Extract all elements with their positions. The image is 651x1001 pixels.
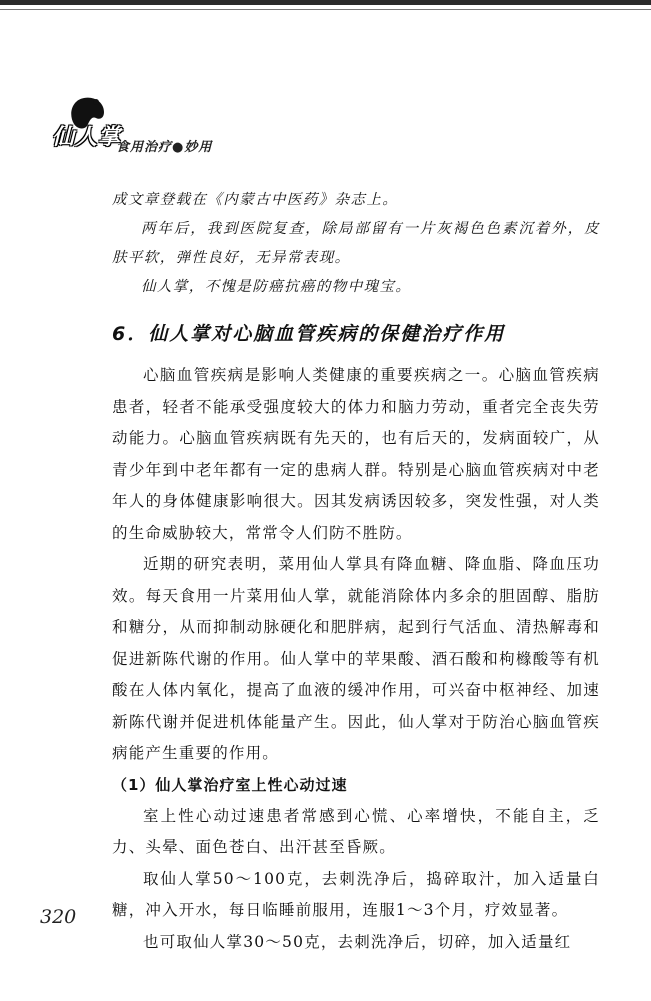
- book-title: 仙人掌: [52, 124, 122, 150]
- paragraph: 近期的研究表明，菜用仙人掌具有降血糖、降血脂、降血压功效。每天食用一片菜用仙人掌，就能消除体内多余的胆固醇、脂肪和糖分，从而抑制动脉硬化和肥胖病，起到行气活血、清热解毒和促进新陈代谢的作用。仙人掌中的苹果酸、酒石酸和枸橼酸等有机酸在人体内氧化，提高了血液的缓冲作用，可兴奋中枢神经、加速新陈代谢并促进机体能量产生。因此，仙人掌对于防治心脑血管疾病能产生重要的作用。: [112, 555, 600, 762]
- paragraph: 室上性心动过速患者常感到心慌、心率增快，不能自主，乏力、头晕、面色苍白、出汗甚至昏厥。: [112, 806, 600, 856]
- book-subtitle: 食用治疗●妙用: [116, 140, 213, 155]
- header-logo: [48, 92, 238, 172]
- top-border-thick: [0, 0, 651, 5]
- section-heading: 6．仙人掌对心脑血管疾病的保健治疗作用: [112, 323, 506, 345]
- paragraph: 两年后，我到医院复查，除局部留有一片灰褐色色素沉着外，皮肤平软，弹性良好，无异常表现。: [112, 221, 600, 266]
- page-content: [112, 186, 600, 958]
- page-number: 320: [40, 906, 77, 928]
- top-border-thin: [0, 9, 651, 10]
- paragraph: 也可取仙人掌30～50克，去刺洗净后，切碎，加入适量红: [143, 932, 572, 951]
- sub-heading: （1）仙人掌治疗室上性心动过速: [112, 775, 348, 794]
- paragraph: 仙人掌，不愧是防癌抗癌的物中瑰宝。: [141, 279, 412, 295]
- paragraph: 成文章登载在《内蒙古中医药》杂志上。: [112, 192, 399, 208]
- paragraph: 取仙人掌50～100克，去刺洗净后，捣碎取汁，加入适量白糖，冲入开水，每日临睡前服用，连服1～3个月，疗效显著。: [112, 869, 600, 919]
- paragraph: 心脑血管疾病是影响人类健康的重要疾病之一。心脑血管疾病患者，轻者不能承受强度较大的体力和脑力劳动，重者完全丧失劳动能力。心脑血管疾病既有先天的，也有后天的，发病面较广，从青少年到中老年都有一定的患病人群。特别是心脑血管疾病对中老年人的身体健康影响很大。因其发病诱因较多，突发性强，对人类的生命威胁较大，常常令人们防不胜防。: [112, 366, 600, 542]
